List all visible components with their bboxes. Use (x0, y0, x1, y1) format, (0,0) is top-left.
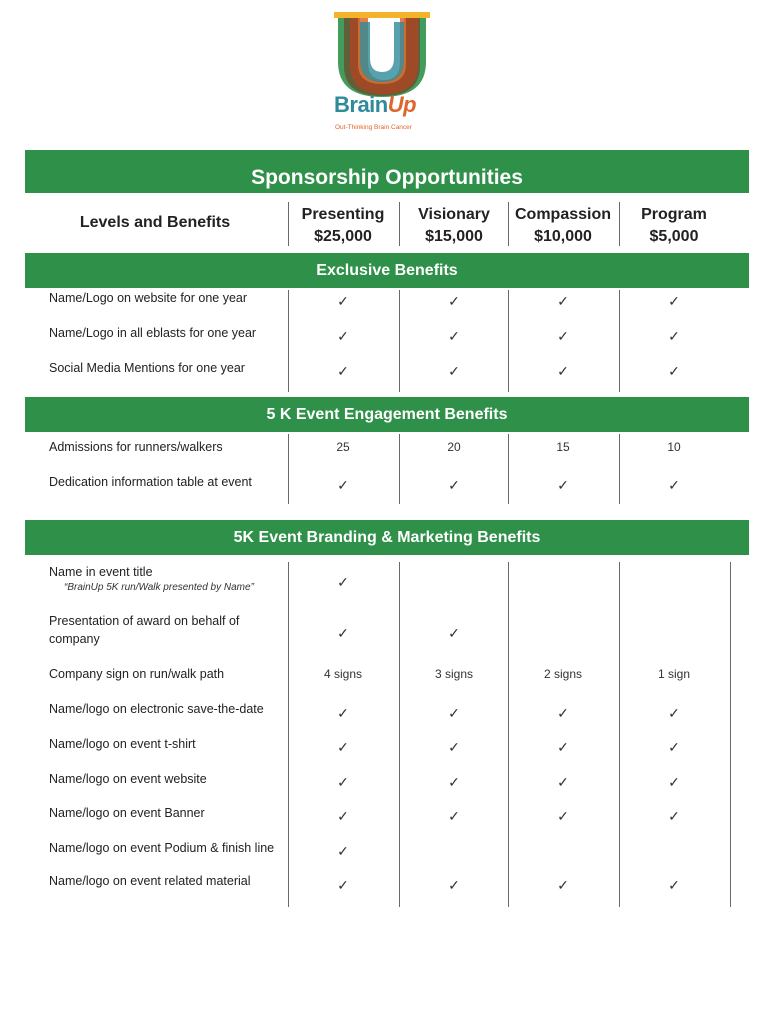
column-divider (508, 562, 509, 907)
column-divider (288, 202, 289, 246)
check-cell: ✓ (337, 363, 349, 379)
row-label-continued: company (49, 632, 100, 646)
check-cell: ✓ (337, 705, 349, 721)
check-cell: ✓ (337, 877, 349, 893)
check-cell: ✓ (557, 774, 569, 790)
tier-program: Program $5,000 (641, 206, 707, 245)
check-cell: ✓ (557, 293, 569, 309)
value-cell: 20 (447, 440, 461, 454)
column-divider (730, 562, 731, 907)
row-label: Social Media Mentions for one year (49, 361, 245, 375)
column-divider (399, 562, 400, 907)
row-label: Name/logo on electronic save-the-date (49, 702, 264, 716)
check-cell: ✓ (448, 808, 460, 824)
value-cell: 10 (667, 440, 681, 454)
row-label: Name/logo on event related material (49, 874, 251, 888)
column-divider (399, 202, 400, 246)
check-cell: ✓ (448, 477, 460, 493)
column-divider (619, 562, 620, 907)
check-cell: ✓ (668, 293, 680, 309)
row-label: Presentation of award on behalf of (49, 614, 240, 628)
check-cell: ✓ (337, 774, 349, 790)
check-cell: ✓ (448, 293, 460, 309)
check-cell: ✓ (557, 739, 569, 755)
check-cell: ✓ (557, 877, 569, 893)
column-divider (508, 202, 509, 246)
brand-name: BrainUp (334, 92, 417, 117)
section-title-engagement: 5 K Event Engagement Benefits (25, 397, 749, 432)
check-cell: ✓ (337, 293, 349, 309)
check-cell: ✓ (557, 808, 569, 824)
value-cell: 15 (556, 440, 570, 454)
tier-visionary: Visionary $15,000 (418, 206, 490, 245)
tier-compassion: Compassion $10,000 (514, 206, 611, 245)
brand-tagline: Out-Thinking Brain Cancer (335, 124, 412, 131)
check-cell: ✓ (337, 574, 349, 590)
check-cell: ✓ (668, 739, 680, 755)
check-cell: ✓ (668, 705, 680, 721)
check-cell: ✓ (557, 477, 569, 493)
value-cell: 25 (336, 440, 350, 454)
check-cell: ✓ (448, 705, 460, 721)
column-divider (619, 202, 620, 246)
row-label: Name/logo on event Podium & finish line (49, 841, 275, 855)
check-cell: ✓ (337, 625, 349, 641)
value-cell: 2 signs (543, 667, 583, 681)
row-label: Name in event title (49, 565, 153, 579)
check-cell: ✓ (337, 808, 349, 824)
check-cell: ✓ (337, 843, 349, 859)
check-cell: ✓ (448, 625, 460, 641)
value-cell: 3 signs (434, 667, 474, 681)
row-label: Name/logo on event t-shirt (49, 737, 196, 751)
check-cell: ✓ (448, 328, 460, 344)
check-cell: ✓ (557, 705, 569, 721)
check-cell: ✓ (448, 739, 460, 755)
check-cell: ✓ (668, 477, 680, 493)
page-title: Sponsorship Opportunities (25, 150, 749, 193)
row-sublabel: “BrainUp 5K run/Walk presented by Name” (64, 582, 254, 593)
value-cell: 1 sign (657, 667, 691, 681)
row-label: Admissions for runners/walkers (49, 440, 223, 454)
check-cell: ✓ (668, 774, 680, 790)
row-label: Name/Logo on website for one year (49, 291, 248, 305)
check-cell: ✓ (668, 363, 680, 379)
row-label: Dedication information table at event (49, 475, 252, 489)
check-cell: ✓ (337, 739, 349, 755)
row-label: Name/logo on event website (49, 772, 207, 786)
check-cell: ✓ (557, 328, 569, 344)
section-title-exclusive: Exclusive Benefits (25, 253, 749, 288)
check-cell: ✓ (668, 328, 680, 344)
levels-label: Levels and Benefits (79, 214, 231, 231)
check-cell: ✓ (448, 877, 460, 893)
tier-presenting: Presenting $25,000 (301, 206, 385, 245)
section-title-branding: 5K Event Branding & Marketing Benefits (25, 520, 749, 555)
check-cell: ✓ (557, 363, 569, 379)
check-cell: ✓ (337, 328, 349, 344)
check-cell: ✓ (337, 477, 349, 493)
row-label: Company sign on run/walk path (49, 667, 225, 681)
check-cell: ✓ (448, 363, 460, 379)
check-cell: ✓ (668, 877, 680, 893)
brainup-logo-icon (330, 12, 440, 137)
check-cell: ✓ (668, 808, 680, 824)
value-cell: 4 signs (323, 667, 363, 681)
check-cell: ✓ (448, 774, 460, 790)
row-label: Name/Logo in all eblasts for one year (49, 326, 257, 340)
row-label: Name/logo on event Banner (49, 806, 205, 820)
